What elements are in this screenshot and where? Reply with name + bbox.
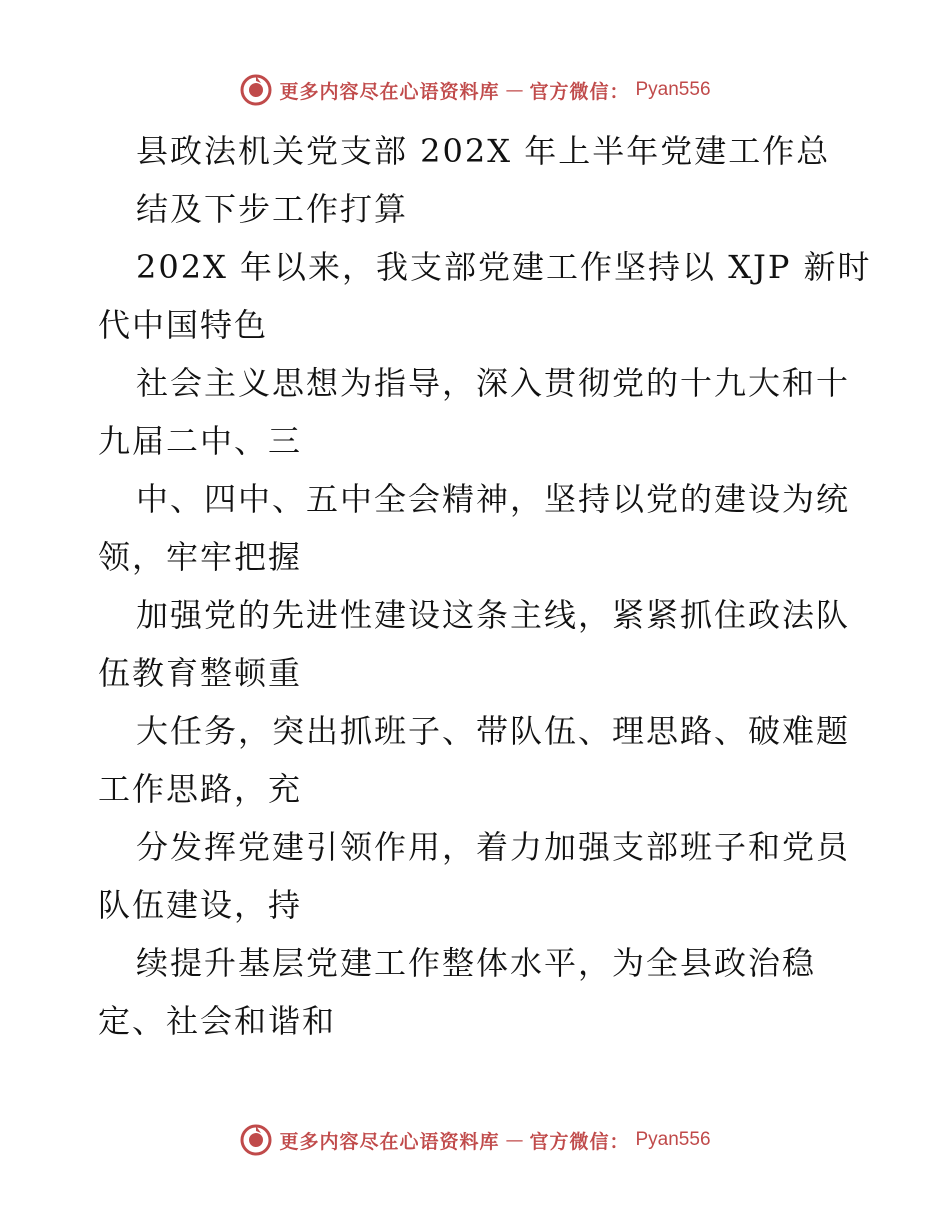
watermark-separator: — xyxy=(505,1129,524,1151)
watermark-separator: — xyxy=(505,79,524,101)
watermark-id: Pyan556 xyxy=(635,1129,711,1150)
watermark-label: 官方微信： xyxy=(529,80,630,103)
document-body xyxy=(98,122,872,1050)
document-line: 伍教育整顿重 xyxy=(98,654,303,692)
watermark-text: 更多内容尽在心语资料库 xyxy=(279,1130,500,1153)
document-line: 大任务，突出抓班子、带队伍、理思路、破难题 xyxy=(136,712,851,750)
footer-watermark xyxy=(0,1120,950,1160)
document-line: 领，牢牢把握 xyxy=(98,538,303,576)
watermark-text: 更多内容尽在心语资料库 xyxy=(279,80,500,103)
document-line: 分发挥党建引领作用，着力加强支部班子和党员 xyxy=(136,828,851,866)
document-line: 202X 年以来，我支部党建工作坚持以 XJP 新时 xyxy=(136,248,872,286)
document-line: 九届二中、三 xyxy=(98,422,303,460)
document-line: 工作思路，充 xyxy=(98,770,303,808)
document-line: 队伍建设，持 xyxy=(98,886,303,924)
document-line: 中、四中、五中全会精神，坚持以党的建设为统 xyxy=(136,480,851,518)
watermark-id: Pyan556 xyxy=(635,79,711,100)
document-line: 加强党的先进性建设这条主线，紧紧抓住政法队 xyxy=(136,596,851,634)
document-line: 代中国特色 xyxy=(98,306,269,344)
document-line: 结及下步工作打算 xyxy=(136,190,409,228)
watermark-label: 官方微信： xyxy=(529,1130,630,1153)
document-line: 续提升基层党建工作整体水平，为全县政治稳 xyxy=(136,944,817,982)
document-line: 县政法机关党支部 202X 年上半年党建工作总 xyxy=(136,132,831,170)
header-watermark xyxy=(0,70,950,110)
document-line: 定、社会和谐和 xyxy=(98,1002,337,1040)
document-line: 社会主义思想为指导，深入贯彻党的十九大和十 xyxy=(136,364,851,402)
watermark-logo-icon xyxy=(239,73,273,107)
watermark-logo-icon xyxy=(239,1123,273,1157)
